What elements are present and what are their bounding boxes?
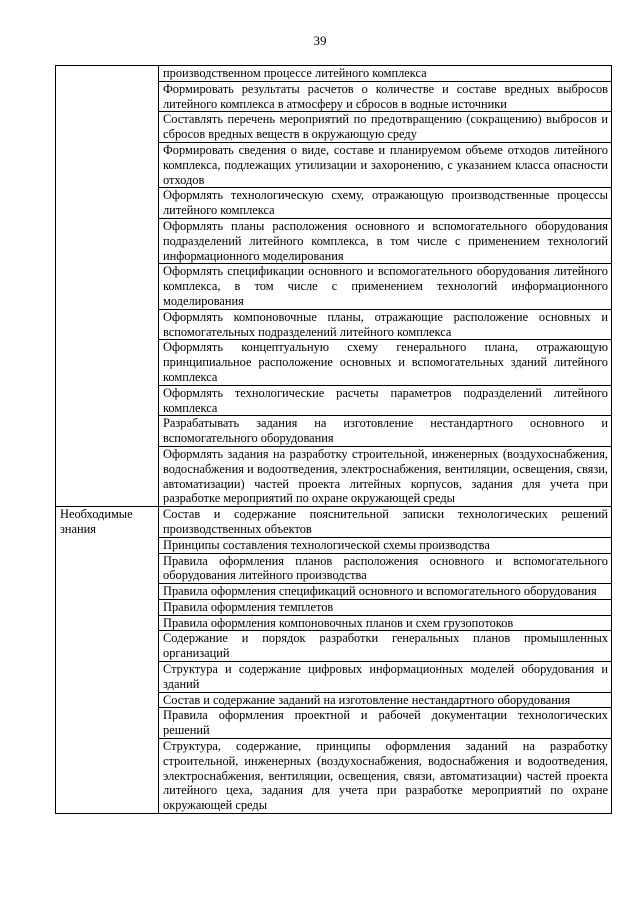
skills-item-text: Разрабатывать задания на изготовление нестандартного основного и вспомогательного оборудования bbox=[163, 416, 608, 446]
skills-item bbox=[159, 340, 612, 385]
skills-item bbox=[159, 66, 612, 82]
table-row bbox=[56, 507, 612, 538]
page-number: 39 bbox=[313, 33, 327, 48]
knowledge-item bbox=[159, 537, 612, 553]
knowledge-item-text: Состав и содержание пояснительной записки технологических решений производственных объектов bbox=[163, 507, 608, 536]
skills-item-text: Оформлять планы расположения основного и вспомогательного оборудования подразделений литейного комплекса, в том числе с применением технологий информационного моделирования bbox=[163, 218, 608, 263]
table-row bbox=[56, 66, 612, 82]
knowledge-item-text: Принципы составления технологической схемы производства bbox=[163, 537, 490, 552]
skills-item-text: Формировать сведения о виде, составе и планируемом объеме отходов литейного комплекса, подлежащих утилизации и захоронению, с указанием класса опасности отходов bbox=[163, 142, 608, 187]
skills-item bbox=[159, 81, 612, 112]
knowledge-item-text: Структура, содержание, принципы оформления заданий на разработку строительной, инженерных (воздухоснабжения, водоснабжения и водоотведения, электроснабжения, вентиляции, освещения, связи, автоматизации) частей проекта литейного цеха, задания для учета при разработке мероприятий по охране окружающей среды bbox=[163, 739, 608, 813]
knowledge-item bbox=[159, 708, 612, 739]
skills-item bbox=[159, 385, 612, 416]
skills-item-text: Оформлять технологическую схему, отражающую производственные процессы литейного комплекса bbox=[163, 188, 608, 218]
knowledge-item bbox=[159, 739, 612, 814]
knowledge-item bbox=[159, 507, 612, 538]
skills-item bbox=[159, 112, 612, 143]
skills-item bbox=[159, 416, 612, 447]
knowledge-item bbox=[159, 692, 612, 708]
skills-item-text: Оформлять задания на разработку строительной, инженерных (воздухоснабжения, водоснабжения и водоотведения, электроснабжения, вентиляции, освещения, связи, автоматизации) частей проекта литейных корпусов, задания для учета при разработке мероприятий по охране окружающей среды bbox=[163, 446, 608, 506]
skills-item-text: производственном процессе литейного комплекса bbox=[163, 66, 427, 80]
knowledge-item-text: Правила оформления темплетов bbox=[163, 599, 334, 614]
knowledge-item-text: Состав и содержание заданий на изготовление нестандартного оборудования bbox=[163, 692, 571, 707]
skills-item bbox=[159, 264, 612, 309]
knowledge-item-text: Правила оформления спецификаций основного и вспомогательного оборудования bbox=[163, 584, 597, 599]
skills-item bbox=[159, 142, 612, 187]
knowledge-item bbox=[159, 615, 612, 631]
skills-item-text: Оформлять технологические расчеты параметров подразделений литейного комплекса bbox=[163, 385, 608, 415]
knowledge-item-text: Правила оформления компоновочных планов и схем грузопотоков bbox=[163, 615, 514, 630]
skills-item-text: Формировать результаты расчетов о количестве и составе вредных выбросов литейного комплекса в атмосферу и сбросов в водные источники bbox=[163, 81, 608, 111]
knowledge-item bbox=[159, 553, 612, 584]
skills-item-text: Оформлять спецификации основного и вспомогательного оборудования литейного комплекса, в том числе с применением технологий информационного моделирования bbox=[163, 264, 608, 308]
knowledge-item bbox=[159, 599, 612, 615]
knowledge-item-text: Содержание и порядок разработки генеральных планов промышленных организаций bbox=[163, 631, 608, 661]
knowledge-item bbox=[159, 584, 612, 600]
knowledge-item-text: Правила оформления планов расположения основного и вспомогательного оборудования литейного производства bbox=[163, 553, 608, 583]
knowledge-section-label: Необходимые знания bbox=[56, 507, 159, 814]
knowledge-item-text: Структура и содержание цифровых информационных моделей оборудования и зданий bbox=[163, 662, 608, 691]
skills-item bbox=[159, 218, 612, 263]
knowledge-item bbox=[159, 631, 612, 662]
skills-item bbox=[159, 188, 612, 219]
skills-item bbox=[159, 446, 612, 506]
skills-item-text: Составлять перечень мероприятий по предотвращению (сокращению) выбросов и сбросов вредных веществ в окружающую среду bbox=[163, 112, 608, 142]
knowledge-item-text: Правила оформления проектной и рабочей документации технологических решений bbox=[163, 708, 608, 738]
competency-table bbox=[55, 65, 612, 814]
skills-item bbox=[159, 309, 612, 340]
skills-item-text: Оформлять компоновочные планы, отражающие расположение основных и вспомогательных подразделений литейного комплекса bbox=[163, 309, 608, 339]
knowledge-item bbox=[159, 662, 612, 693]
skills-item-text: Оформлять концептуальную схему генерального плана, отражающую принципиальное расположение основных и вспомогательных зданий литейного комплекса bbox=[163, 340, 608, 384]
skills-section-label bbox=[56, 66, 159, 507]
